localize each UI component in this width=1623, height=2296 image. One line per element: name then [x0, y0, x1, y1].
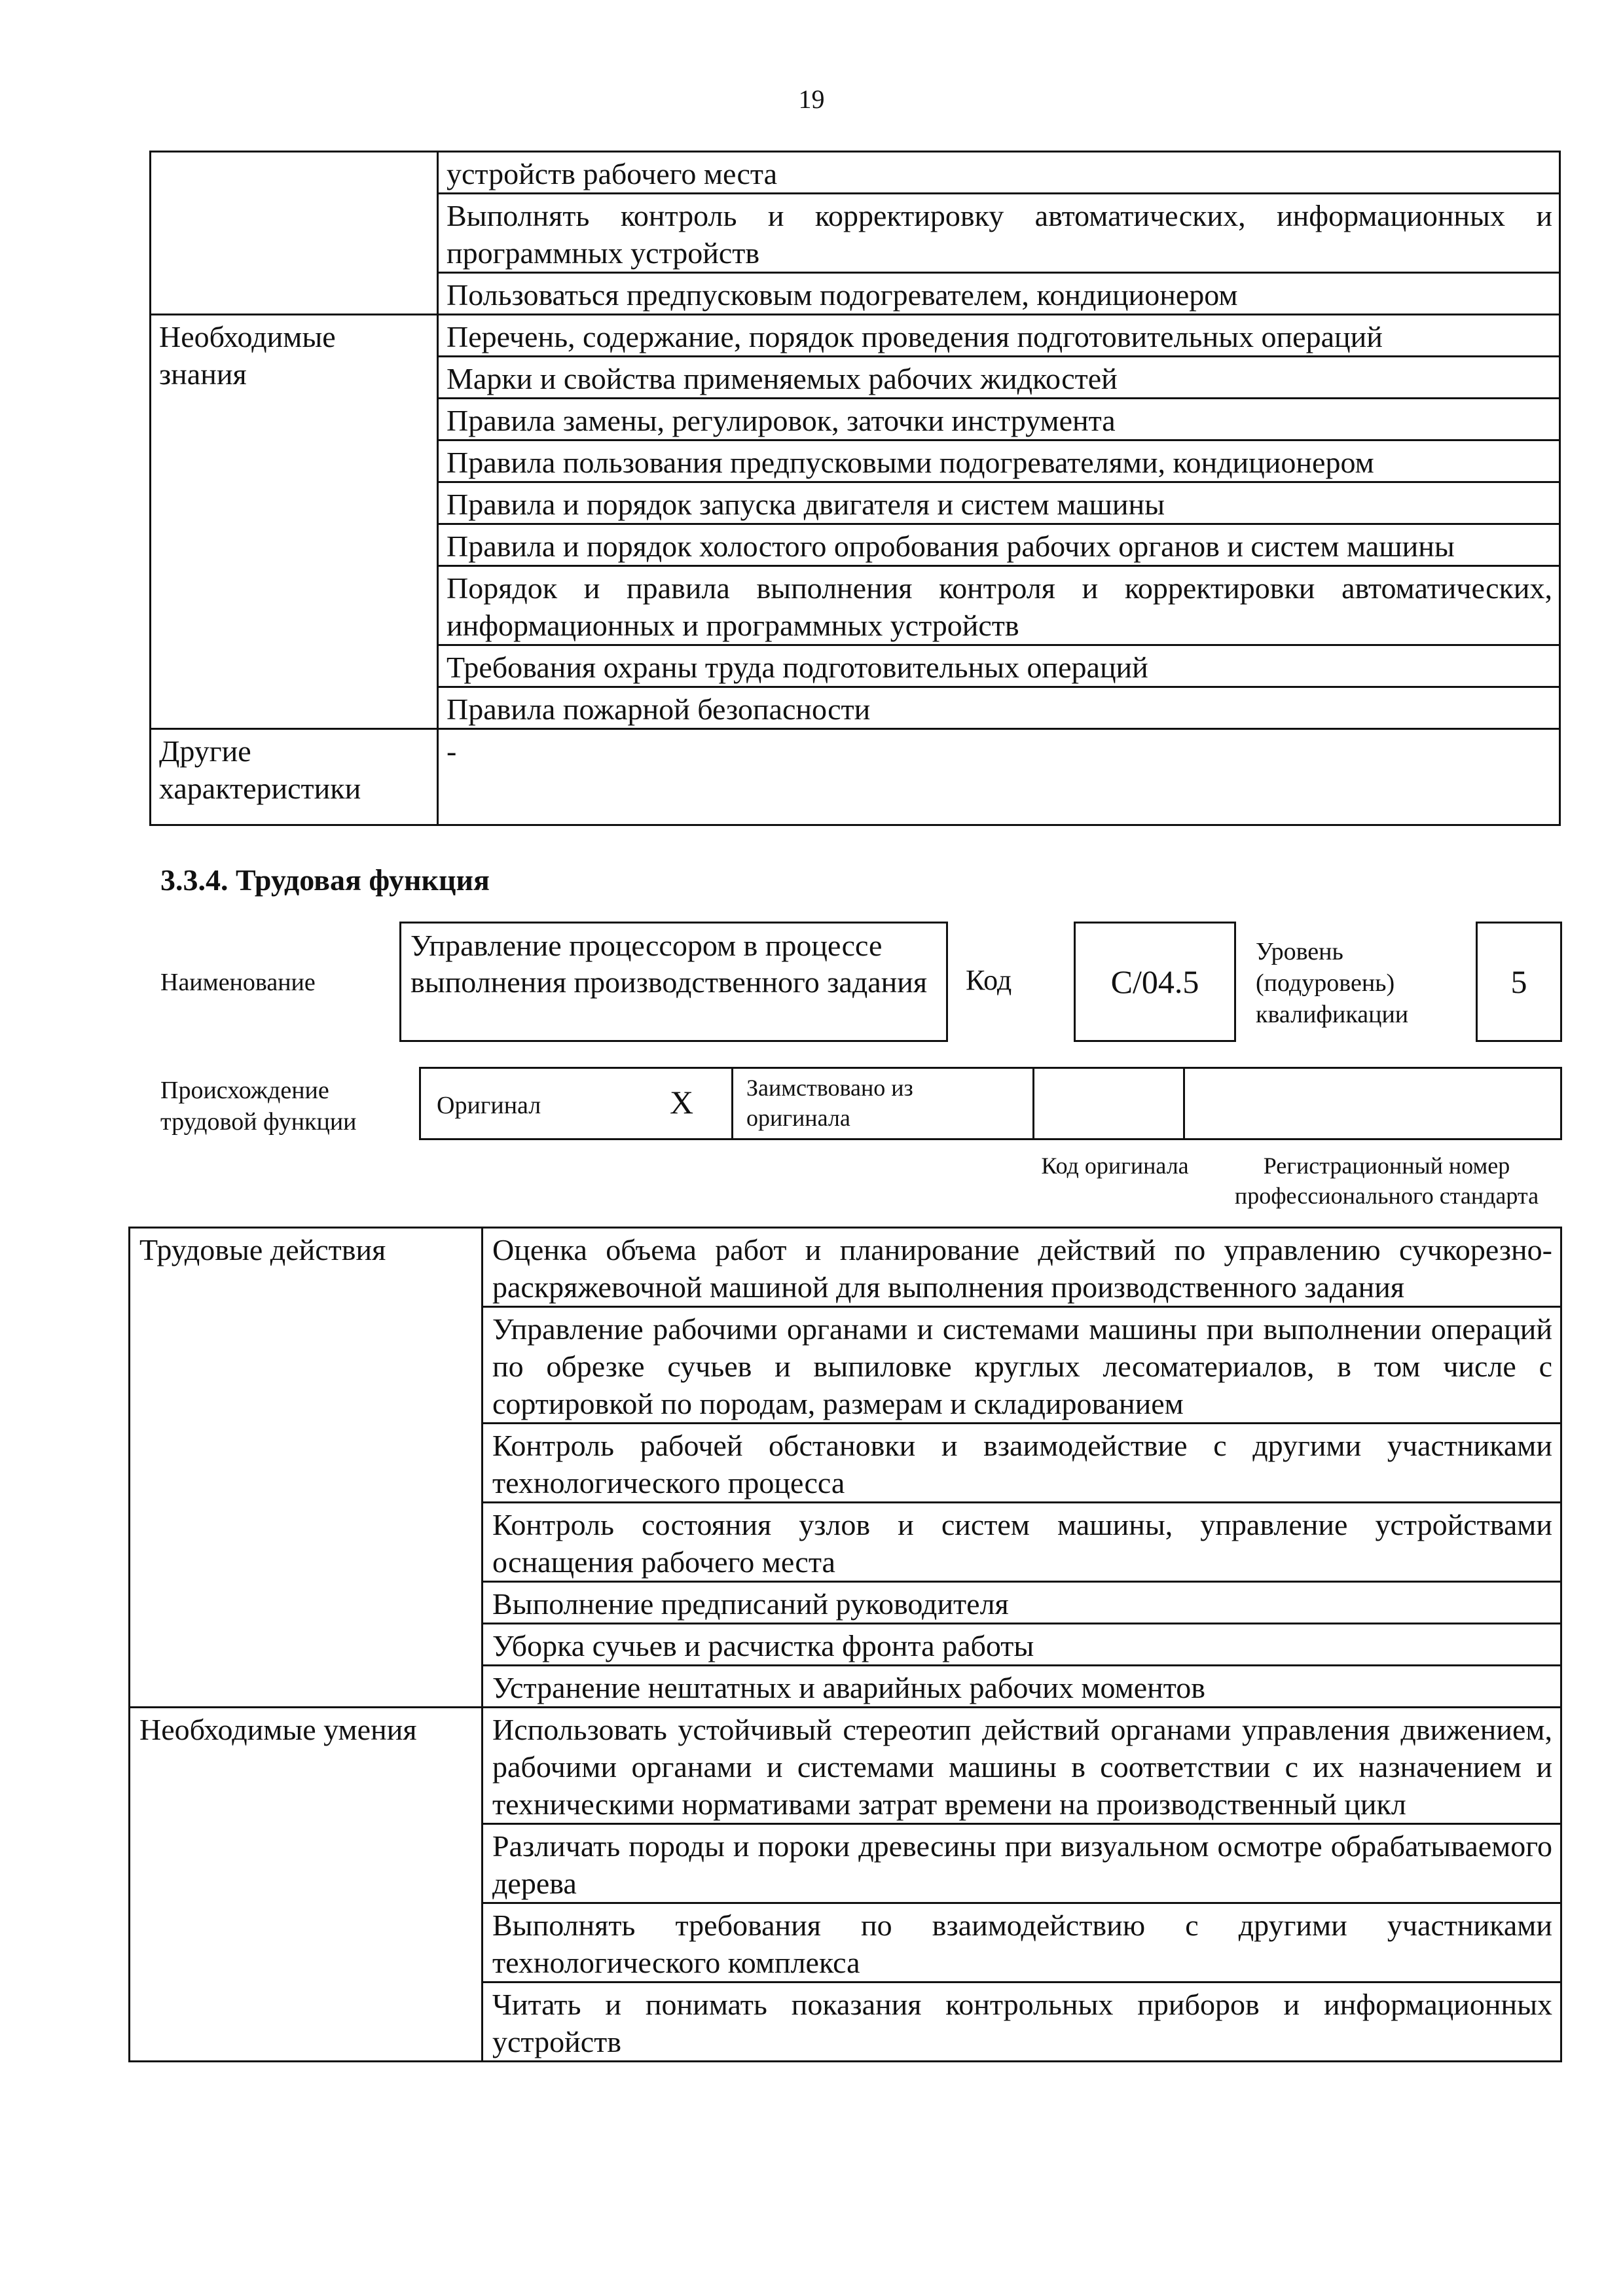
- borrowed-label: Заимствовано из оригинала: [746, 1075, 913, 1131]
- qualification-level-box: 5: [1476, 922, 1562, 1042]
- knowledge-row: Порядок и правила выполнения контроля и корректировки автоматических, информационных и программных устройств: [438, 566, 1560, 645]
- action-row: Устранение нештатных и аварийных рабочих моментов: [483, 1666, 1561, 1708]
- original-mark: X: [670, 1084, 694, 1121]
- origin-label: Происхождение трудовой функции: [160, 1077, 357, 1136]
- code-original-label: Код оригинала: [1041, 1153, 1189, 1179]
- action-row: Управление рабочими органами и системами машины при выполнении операций по обрезке сучьев и выпиловке круглых лесоматериалов, в том числе с сортировкой по породам, размерам и складированием: [483, 1307, 1561, 1424]
- action-row: Оценка объема работ и планирование действий по управлению сучкорезно-раскряжевочной машиной для выполнения производственного задания: [483, 1228, 1561, 1307]
- action-row: Уборка сучьев и расчистка фронта работы: [483, 1624, 1561, 1666]
- skills-label: Необходимые умения: [130, 1708, 483, 2062]
- skill-row: Использовать устойчивый стереотип действий органами управления движением, рабочими органами и системами машины в соответствии с их назначением и техническими нормативами затрат времени на производственный цикл: [483, 1708, 1561, 1824]
- knowledge-row: Правила и порядок запуска двигателя и систем машины: [438, 482, 1560, 524]
- table1-continuation-row: устройств рабочего места: [438, 152, 1560, 194]
- reg-number-cell: [1183, 1069, 1564, 1138]
- knowledge-row: Правила пожарной безопасности: [438, 687, 1560, 729]
- knowledge-label: Необходимые знания: [151, 315, 438, 729]
- knowledge-row: Правила пользования предпусковыми подогревателями, кондиционером: [438, 440, 1560, 482]
- action-row: Контроль рабочей обстановки и взаимодействие с другими участниками технологического процесса: [483, 1424, 1561, 1503]
- skill-row: Читать и понимать показания контрольных приборов и информационных устройств: [483, 1982, 1561, 2062]
- other-characteristics-label: Другие характеристики: [151, 729, 438, 825]
- other-characteristics-value: -: [438, 729, 1560, 825]
- table1-empty-label: [151, 152, 438, 315]
- code-label: Код: [966, 964, 1012, 996]
- origin-row: [419, 1067, 1562, 1140]
- table1-continuation-row: Выполнять контроль и корректировку автоматических, информационных и программных устройств: [438, 194, 1560, 273]
- knowledge-row: Правила замены, регулировок, заточки инструмента: [438, 399, 1560, 440]
- borrowed-cell: [731, 1069, 1032, 1138]
- action-row: Выполнение предписаний руководителя: [483, 1582, 1561, 1624]
- knowledge-row: Правила и порядок холостого опробования рабочих органов и систем машины: [438, 524, 1560, 566]
- reg-number-label: Регистрационный номер профессионального стандарта: [1234, 1153, 1539, 1209]
- section-heading: 3.3.4. Трудовая функция: [160, 863, 490, 897]
- knowledge-table: [149, 151, 1561, 826]
- page-number: 19: [798, 84, 825, 114]
- code-original-cell: [1032, 1069, 1183, 1138]
- skill-row: Различать породы и пороки древесины при визуальном осмотре обрабатываемого дерева: [483, 1824, 1561, 1903]
- skill-row: Выполнять требования по взаимодействию с другими участниками технологического комплекса: [483, 1903, 1561, 1982]
- knowledge-row: Требования охраны труда подготовительных операций: [438, 645, 1560, 687]
- table1-continuation-row: Пользоваться предпусковым подогревателем, кондиционером: [438, 273, 1560, 315]
- knowledge-row: Марки и свойства применяемых рабочих жидкостей: [438, 357, 1560, 399]
- level-label: Уровень (подуровень) квалификации: [1256, 938, 1409, 1028]
- knowledge-row: Перечень, содержание, порядок проведения подготовительных операций: [438, 315, 1560, 357]
- action-row: Контроль состояния узлов и систем машины, управление устройствами оснащения рабочего места: [483, 1503, 1561, 1582]
- name-label: Наименование: [160, 969, 316, 996]
- actions-label: Трудовые действия: [130, 1228, 483, 1708]
- function-code-box: C/04.5: [1074, 922, 1236, 1042]
- actions-table: [128, 1227, 1562, 2062]
- original-label: Оригинал: [437, 1092, 541, 1119]
- function-name-box: Управление процессором в процессе выполнения производственного задания: [399, 922, 948, 1042]
